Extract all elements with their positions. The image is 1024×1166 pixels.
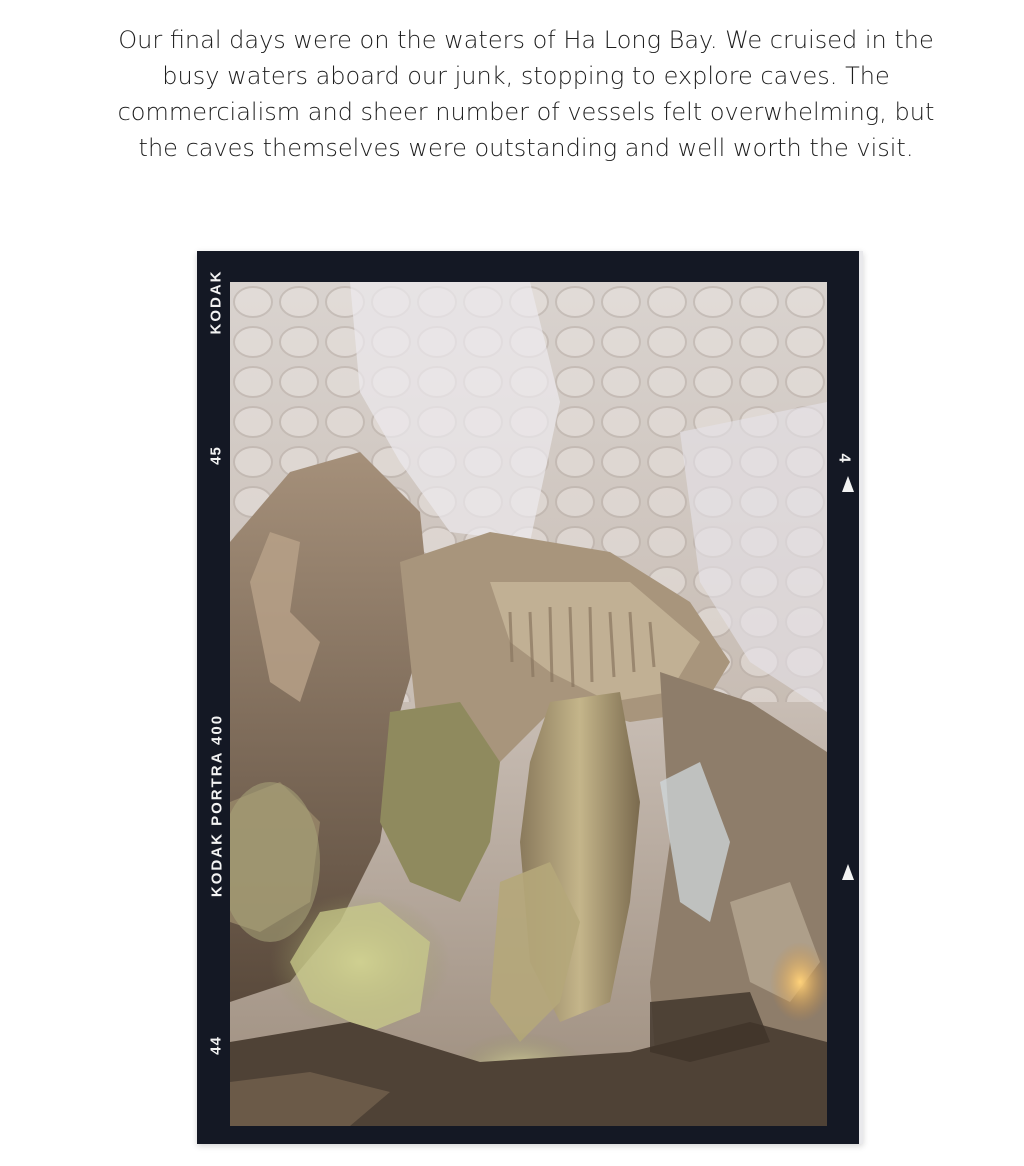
film-right-frame-number: 4: [835, 453, 853, 463]
cave-illustration: [230, 282, 827, 1126]
film-brand-top: KODAK: [207, 269, 225, 335]
film-arrow-bottom-icon: [842, 864, 854, 880]
film-frame-number-bottom: 44: [207, 1036, 225, 1055]
film-frame-number-top: 45: [207, 446, 225, 465]
intro-paragraph: Our final days were on the waters of Ha Long Bay. We cruised in the busy waters aboard our junk, stopping to explore caves. The commercialism and sheer number of vessels felt overwhelming, but the caves themselves were outstanding and well worth the visit.: [117, 26, 935, 162]
cave-photo: [230, 282, 827, 1126]
film-edge-strip: [859, 251, 863, 1144]
film-arrow-top-icon: [842, 476, 854, 492]
film-stock-name: KODAK PORTRA 400: [208, 713, 226, 898]
film-frame: [197, 251, 863, 1144]
